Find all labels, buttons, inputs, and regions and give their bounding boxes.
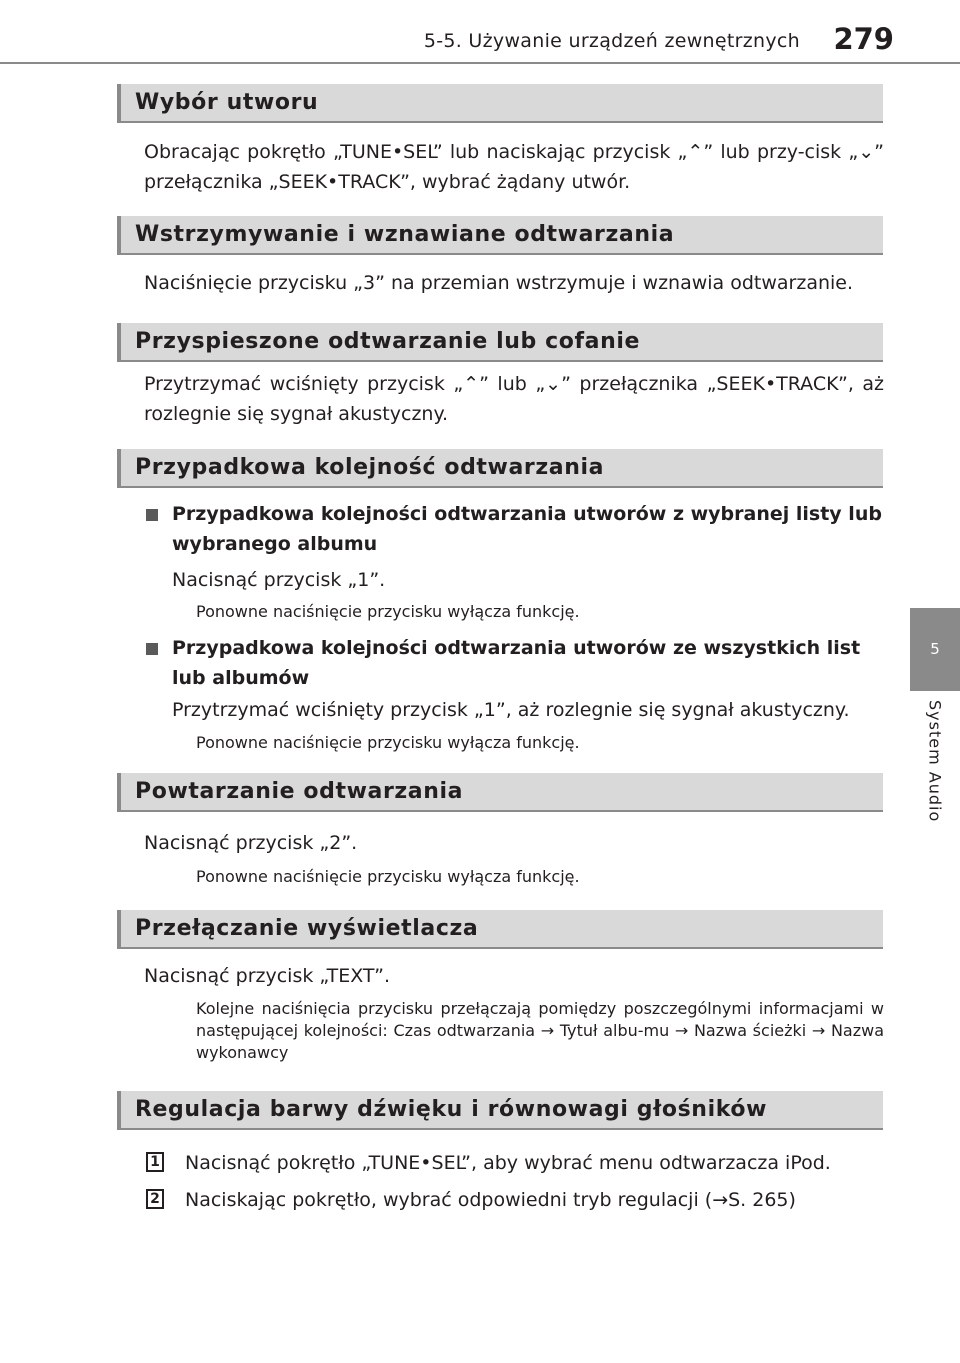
step-number-badge: 1 — [146, 1152, 164, 1172]
subsection-title-random-all: Przypadkowa kolejności odtwarzania utworów ze wszystkich list lub albumów — [172, 637, 861, 689]
subsection-body-random-all: Przytrzymać wciśnięty przycisk „1”, aż rozlegnie się sygnał akustyczny. — [172, 699, 850, 721]
step-text: Naciskając pokrętło, wybrać odpowiedni tryb regulacji (→S. 265) — [185, 1189, 796, 1211]
section-heading-track-selection: Wybór utworu — [117, 84, 883, 123]
section-body-fast-forward-rewind: Przytrzymać wciśnięty przycisk „⌃” lub „⌄” przełącznika „SEEK•TRACK”, aż rozlegnie się sygnał akustyczny. — [144, 373, 884, 425]
section-title: 5-5. Używanie urządzeń zewnętrznych — [423, 30, 800, 52]
page-header — [0, 0, 960, 66]
section-note-repeat: Ponowne naciśnięcie przycisku wyłącza funkcję. — [196, 867, 580, 886]
section-heading-display-switch: Przełączanie wyświetlacza — [117, 910, 883, 949]
section-heading-fast-forward-rewind: Przyspieszone odtwarzanie lub cofanie — [117, 323, 883, 362]
step-text: Nacisnąć pokrętło „TUNE•SEL”, aby wybrać menu odtwarzacza iPod. — [185, 1152, 831, 1174]
subsection-note-random-all: Ponowne naciśnięcie przycisku wyłącza funkcję. — [196, 733, 580, 752]
section-note-display-switch: Kolejne naciśnięcia przycisku przełączają pomiędzy poszczególnymi informacjami w następującej kolejności: Czas odtwarzania → Tytuł albu-mu → Nazwa ścieżki → Nazwa wykonawcy — [196, 999, 884, 1062]
chapter-label: System Audio — [925, 700, 945, 823]
section-body-track-selection: Obracając pokrętło „TUNE•SEL” lub naciskając przycisk „⌃” lub przy-cisk „⌄” przełącznika „SEEK•TRACK”, wybrać żądany utwór. — [144, 141, 884, 193]
step-number-badge: 2 — [146, 1189, 164, 1209]
section-heading-random-playback: Przypadkowa kolejność odtwarzania — [117, 449, 883, 488]
section-body-pause-resume: Naciśnięcie przycisku „3” na przemian wstrzymuje i wznawia odtwarzanie. — [144, 272, 854, 294]
subsection-title-random-album: Przypadkowa kolejności odtwarzania utworów z wybranej listy lub wybranego albumu — [172, 503, 882, 555]
subsection-note-random-album: Ponowne naciśnięcie przycisku wyłącza funkcję. — [196, 602, 580, 621]
header-divider — [0, 62, 960, 64]
section-heading-repeat: Powtarzanie odtwarzania — [117, 773, 883, 812]
subsection-body-random-album: Nacisnąć przycisk „1”. — [172, 569, 386, 591]
page-number: 279 — [833, 22, 894, 56]
chapter-number: 5 — [930, 640, 940, 658]
subsection-bullet — [146, 643, 158, 655]
section-heading-pause-resume: Wstrzymywanie i wznawiane odtwarzania — [117, 216, 883, 255]
section-body-display-switch: Nacisnąć przycisk „TEXT”. — [144, 965, 390, 987]
subsection-bullet — [146, 509, 158, 521]
section-heading-sound-balance: Regulacja barwy dźwięku i równowagi głośników — [117, 1091, 883, 1130]
section-body-repeat: Nacisnąć przycisk „2”. — [144, 832, 358, 854]
